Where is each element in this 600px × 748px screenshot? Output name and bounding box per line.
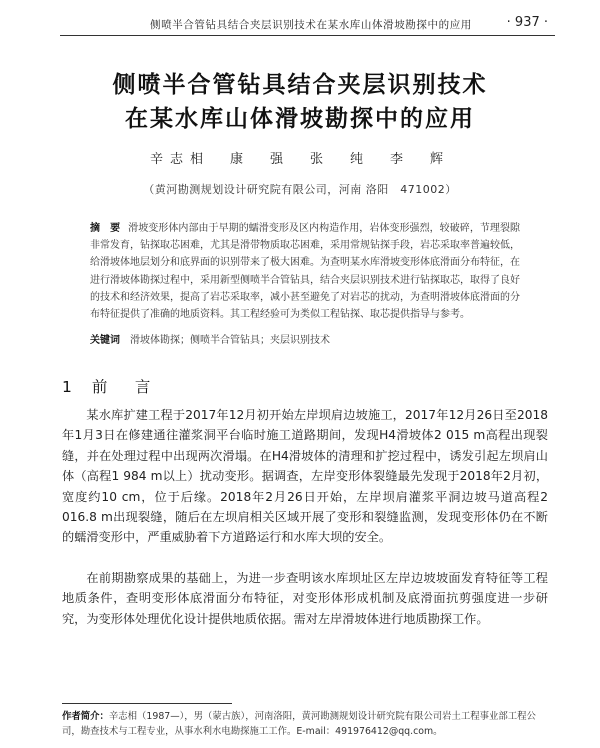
section-title: 前 言 [91,378,157,396]
abstract [90,220,520,323]
footnote-label: 作者简介： [62,711,109,722]
running-header [0,0,600,38]
keywords [90,333,520,349]
abstract-text: 滑坡变形体内部由于早期的蠕滑变形及区内构造作用，岩体变形强烈，较破碎，节理裂隙非常发育，钻探取芯困难，尤其是滑带物质取芯困难，采用常规钻探手段，岩芯采取率普遍较低，给滑坡体地层划分和底界面的识别带来了极大困难。为查明某水库滑坡变形体底滑面分布特征，在进行滑坡体勘探过程中，采用新型侧喷半合管钻具，结合夹层识别技术进行钻探取芯，取得了良好的技术和经济效果，提高了岩芯采取率，减小甚至避免了对岩芯的扰动，为查明滑坡体底滑面的分布特征提供了准确的地质资料。其工程经验可为类似工程钻探、取芯提供指导与参考。 [90,223,521,321]
running-title: 侧喷半合管钻具结合夹层识别技术在某水库山体滑坡勘探中的应用 [150,19,472,31]
affiliation: （黄河勘测规划设计研究院有限公司，河南 洛阳 471002） [143,183,457,196]
section-number: 1 [62,378,78,396]
body-paragraph-2: 在前期勘察成果的基础上，为进一步查明该水库坝址区左岸边坡坡面发育特征等工程地质条件，查明变形体底滑面分布特征，对变形体形成机制及底滑面抗剪强度进一步研究，为变形体处理优化设计提供地质依据。需对左岸滑坡体进行地质勘探工作。 [62,571,548,626]
page-number: · 937 · [506,15,548,30]
authors: 辛志相 康 强 张 纯 李 辉 [149,152,450,167]
abstract-label: 摘 要 [90,223,121,234]
body-paragraph-1: 某水库扩建工程于2017年12月初开始左岸坝肩边坡施工，2017年12月26日至2018年1月3日在修建通往灌浆洞平台临时施工道路期间，发现H4滑坡体2 015 m高程出现裂缝，并在处理过程中出现两次滑塌。在H4滑坡体的清理和扩挖过程中，诱发引起左坝肩山体（高程1 984 m以上）扰动变形。据调查，左岸变形体裂缝最先发现于2018年2月初，宽度约10 cm，位于后缘。2018年2月26日开始，左岸坝肩灌浆平洞边坡马道高程2 016.8 m出现裂缝，随后在左坝肩相关区域开展了变形和裂缝监测，发现变形体仍在不断的蠕滑变形中，严重威胁着下方道路运行和水库大坝的安全。 [62,408,548,545]
footnote-text: 辛志相（1987—），男（蒙古族），河南洛阳，黄河勘测规划设计研究院有限公司岩土工程事业部工程公司，勘查技术与工程专业，从事水利水电勘探施工工作。E-mail：491976412@qq.com。 [62,711,536,737]
keywords-text: 滑坡体勘探；侧喷半合管钻具；夹层识别技术 [130,335,330,346]
header-rule [60,35,555,36]
article-title-line-2: 在某水库山体滑坡勘探中的应用 [125,106,475,132]
footnote-rule [62,703,232,704]
section-heading [62,375,156,397]
article-title-line-1: 侧喷半合管钻具结合夹层识别技术 [112,72,488,98]
keywords-label: 关键词 [90,335,120,346]
footnote [62,709,548,739]
